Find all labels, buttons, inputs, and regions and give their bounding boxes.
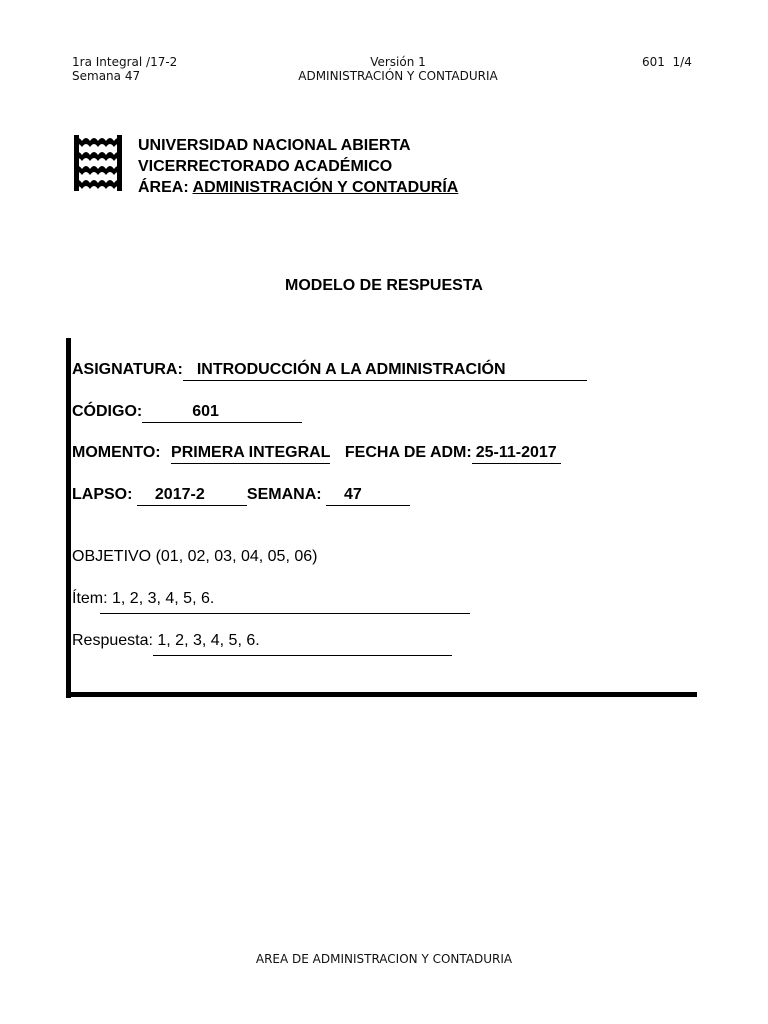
momento-label: MOMENTO: (72, 444, 161, 461)
fecha-value: 25-11-2017 (472, 444, 561, 464)
momento-value: PRIMERA INTEGRAL (171, 444, 330, 464)
footer-area: AREA DE ADMINISTRACION Y CONTADURIA (255, 952, 513, 966)
document-title: MODELO DE RESPUESTA (285, 277, 483, 294)
asignatura-label: ASIGNATURA: (72, 361, 183, 378)
vicerectorate-name: VICERRECTORADO ACADÉMICO (138, 158, 393, 175)
lapso-label: LAPSO: (72, 486, 133, 503)
header-version: Versión 1 (370, 55, 426, 69)
header-week: Semana 47 (72, 69, 141, 83)
respuesta-underline (153, 655, 452, 656)
box-left-border (66, 338, 71, 698)
item-line: Ítem: 1, 2, 3, 4, 5, 6. (72, 590, 215, 607)
una-logo-icon (72, 133, 124, 193)
semana-value: 47 (326, 486, 410, 506)
header-left (72, 55, 177, 83)
header-exam-code: 1ra Integral /17-2 (72, 55, 178, 69)
respuesta-line: Respuesta: 1, 2, 3, 4, 5, 6. (72, 632, 260, 649)
university-name: UNIVERSIDAD NACIONAL ABIERTA (138, 137, 411, 154)
item-underline (100, 613, 470, 614)
header-right (642, 55, 692, 69)
codigo-value: 601 (142, 403, 302, 423)
box-bottom-border (66, 692, 697, 697)
area-value: ADMINISTRACIÓN Y CONTADURÍA (192, 179, 459, 196)
lapso-row (72, 486, 410, 506)
area-label: ÁREA: (138, 179, 189, 196)
objetivo-line: OBJETIVO (01, 02, 03, 04, 05, 06) (72, 548, 318, 565)
codigo-label: CÓDIGO: (72, 403, 143, 420)
header-page-number: 601 1/4 (642, 55, 692, 69)
area-line (138, 177, 458, 198)
codigo-row (72, 403, 302, 423)
asignatura-row (72, 361, 587, 381)
momento-row (72, 444, 561, 464)
institution-block (138, 135, 458, 198)
lapso-value: 2017-2 (137, 486, 247, 506)
asignatura-value: INTRODUCCIÓN A LA ADMINISTRACIÓN (183, 361, 587, 381)
header-area: ADMINISTRACIÓN Y CONTADURIA (298, 69, 498, 83)
semana-label: SEMANA: (246, 486, 322, 503)
header-center (238, 55, 558, 83)
fecha-label: FECHA DE ADM: (344, 444, 472, 461)
